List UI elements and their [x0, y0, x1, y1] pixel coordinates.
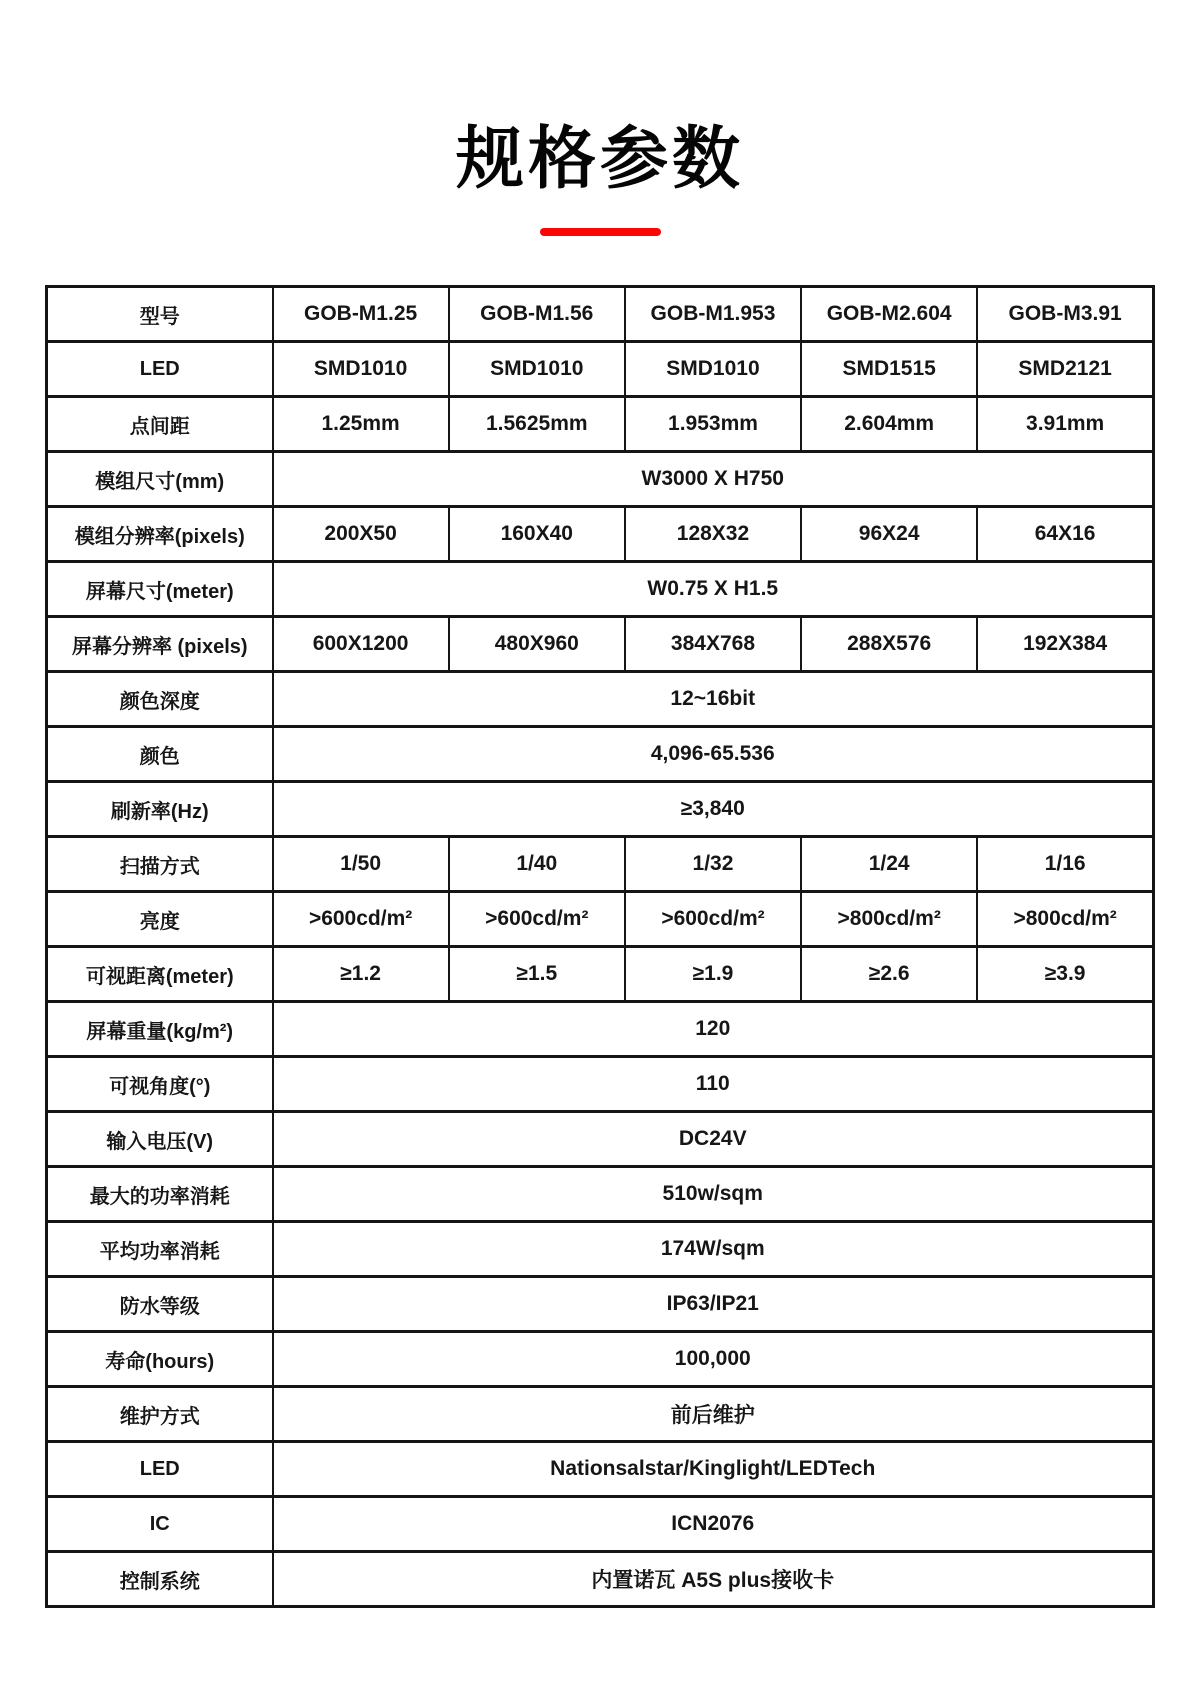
spec-label-cell: 维护方式 — [47, 1387, 273, 1442]
spec-value-cell: 384X768 — [625, 617, 801, 672]
spec-label-cell: 模组尺寸(mm) — [47, 452, 273, 507]
spec-label-cell: LED — [47, 342, 273, 397]
spec-merged-value-cell: 内置诺瓦 A5S plus接收卡 — [273, 1552, 1154, 1607]
spec-row — [47, 1552, 1154, 1607]
model-name-cell: GOB-M2.604 — [801, 287, 977, 342]
spec-merged-value-cell: 174W/sqm — [273, 1222, 1154, 1277]
spec-label-cell: 可视距离(meter) — [47, 947, 273, 1002]
spec-row — [47, 397, 1154, 452]
spec-header-label-cell: 型号 — [47, 287, 273, 342]
spec-row — [47, 1057, 1154, 1112]
spec-merged-value-cell: 120 — [273, 1002, 1154, 1057]
spec-row — [47, 782, 1154, 837]
spec-value-cell: 1/50 — [273, 837, 449, 892]
spec-value-cell: 1.25mm — [273, 397, 449, 452]
spec-label-cell: 扫描方式 — [47, 837, 273, 892]
model-name-cell: GOB-M1.25 — [273, 287, 449, 342]
spec-label-cell: 寿命(hours) — [47, 1332, 273, 1387]
spec-label-cell: 屏幕分辨率 (pixels) — [47, 617, 273, 672]
spec-label-cell: IC — [47, 1497, 273, 1552]
spec-value-cell: 200X50 — [273, 507, 449, 562]
model-name-cell: GOB-M1.953 — [625, 287, 801, 342]
page-title: 规格参数 — [455, 121, 744, 197]
spec-label-cell: 平均功率消耗 — [47, 1222, 273, 1277]
spec-value-cell: 288X576 — [801, 617, 977, 672]
spec-merged-value-cell: Nationsalstar/Kinglight/LEDTech — [273, 1442, 1154, 1497]
spec-label-cell: 屏幕尺寸(meter) — [47, 562, 273, 617]
spec-merged-value-cell: IP63/IP21 — [273, 1277, 1154, 1332]
spec-value-cell: 96X24 — [801, 507, 977, 562]
spec-value-cell: 1.5625mm — [449, 397, 625, 452]
spec-value-cell: 2.604mm — [801, 397, 977, 452]
spec-label-cell: 输入电压(V) — [47, 1112, 273, 1167]
spec-header-row — [47, 287, 1154, 342]
page-header — [0, 0, 1200, 236]
spec-value-cell: >600cd/m² — [449, 892, 625, 947]
spec-value-cell: SMD1010 — [449, 342, 625, 397]
spec-value-cell: SMD1515 — [801, 342, 977, 397]
spec-row — [47, 1332, 1154, 1387]
spec-row — [47, 452, 1154, 507]
spec-value-cell: 1/24 — [801, 837, 977, 892]
spec-value-cell: >600cd/m² — [273, 892, 449, 947]
spec-row — [47, 1442, 1154, 1497]
spec-merged-value-cell: 110 — [273, 1057, 1154, 1112]
spec-row — [47, 1277, 1154, 1332]
spec-value-cell: >600cd/m² — [625, 892, 801, 947]
spec-value-cell: ≥1.5 — [449, 947, 625, 1002]
spec-merged-value-cell: DC24V — [273, 1112, 1154, 1167]
spec-value-cell: ≥1.9 — [625, 947, 801, 1002]
spec-value-cell: ≥1.2 — [273, 947, 449, 1002]
spec-value-cell: 192X384 — [977, 617, 1153, 672]
model-name-cell: GOB-M1.56 — [449, 287, 625, 342]
spec-row — [47, 342, 1154, 397]
spec-value-cell: SMD2121 — [977, 342, 1153, 397]
spec-label-cell: 颜色 — [47, 727, 273, 782]
spec-merged-value-cell: 4,096-65.536 — [273, 727, 1154, 782]
spec-row — [47, 947, 1154, 1002]
model-name-cell: GOB-M3.91 — [977, 287, 1153, 342]
spec-row — [47, 727, 1154, 782]
spec-value-cell: 160X40 — [449, 507, 625, 562]
spec-label-cell: 颜色深度 — [47, 672, 273, 727]
spec-row — [47, 837, 1154, 892]
spec-merged-value-cell: W0.75 X H1.5 — [273, 562, 1154, 617]
spec-label-cell: 控制系统 — [47, 1552, 273, 1607]
spec-table — [45, 285, 1155, 1608]
spec-value-cell: 480X960 — [449, 617, 625, 672]
spec-row — [47, 1112, 1154, 1167]
spec-value-cell: 128X32 — [625, 507, 801, 562]
spec-merged-value-cell: 12~16bit — [273, 672, 1154, 727]
spec-label-cell: 点间距 — [47, 397, 273, 452]
spec-value-cell: SMD1010 — [625, 342, 801, 397]
spec-value-cell: 64X16 — [977, 507, 1153, 562]
spec-row — [47, 1497, 1154, 1552]
spec-value-cell: 600X1200 — [273, 617, 449, 672]
spec-label-cell: 屏幕重量(kg/m²) — [47, 1002, 273, 1057]
spec-row — [47, 507, 1154, 562]
spec-row — [47, 1167, 1154, 1222]
spec-label-cell: 刷新率(Hz) — [47, 782, 273, 837]
spec-row — [47, 892, 1154, 947]
spec-value-cell: 1.953mm — [625, 397, 801, 452]
spec-value-cell: >800cd/m² — [977, 892, 1153, 947]
spec-merged-value-cell: 前后维护 — [273, 1387, 1154, 1442]
spec-merged-value-cell: 510w/sqm — [273, 1167, 1154, 1222]
spec-merged-value-cell: 100,000 — [273, 1332, 1154, 1387]
spec-value-cell: 3.91mm — [977, 397, 1153, 452]
spec-value-cell: SMD1010 — [273, 342, 449, 397]
spec-merged-value-cell: W3000 X H750 — [273, 452, 1154, 507]
title-underline — [540, 228, 661, 236]
spec-row — [47, 562, 1154, 617]
spec-label-cell: 可视角度(°) — [47, 1057, 273, 1112]
spec-label-cell: 模组分辨率(pixels) — [47, 507, 273, 562]
spec-label-cell: 防水等级 — [47, 1277, 273, 1332]
spec-row — [47, 1387, 1154, 1442]
spec-value-cell: ≥3.9 — [977, 947, 1153, 1002]
spec-value-cell: 1/40 — [449, 837, 625, 892]
spec-value-cell: ≥2.6 — [801, 947, 977, 1002]
spec-value-cell: 1/32 — [625, 837, 801, 892]
spec-row — [47, 1222, 1154, 1277]
spec-label-cell: LED — [47, 1442, 273, 1497]
spec-label-cell: 亮度 — [47, 892, 273, 947]
spec-merged-value-cell: ICN2076 — [273, 1497, 1154, 1552]
spec-row — [47, 1002, 1154, 1057]
spec-value-cell: 1/16 — [977, 837, 1153, 892]
spec-row — [47, 617, 1154, 672]
spec-value-cell: >800cd/m² — [801, 892, 977, 947]
spec-merged-value-cell: ≥3,840 — [273, 782, 1154, 837]
spec-row — [47, 672, 1154, 727]
spec-label-cell: 最大的功率消耗 — [47, 1167, 273, 1222]
